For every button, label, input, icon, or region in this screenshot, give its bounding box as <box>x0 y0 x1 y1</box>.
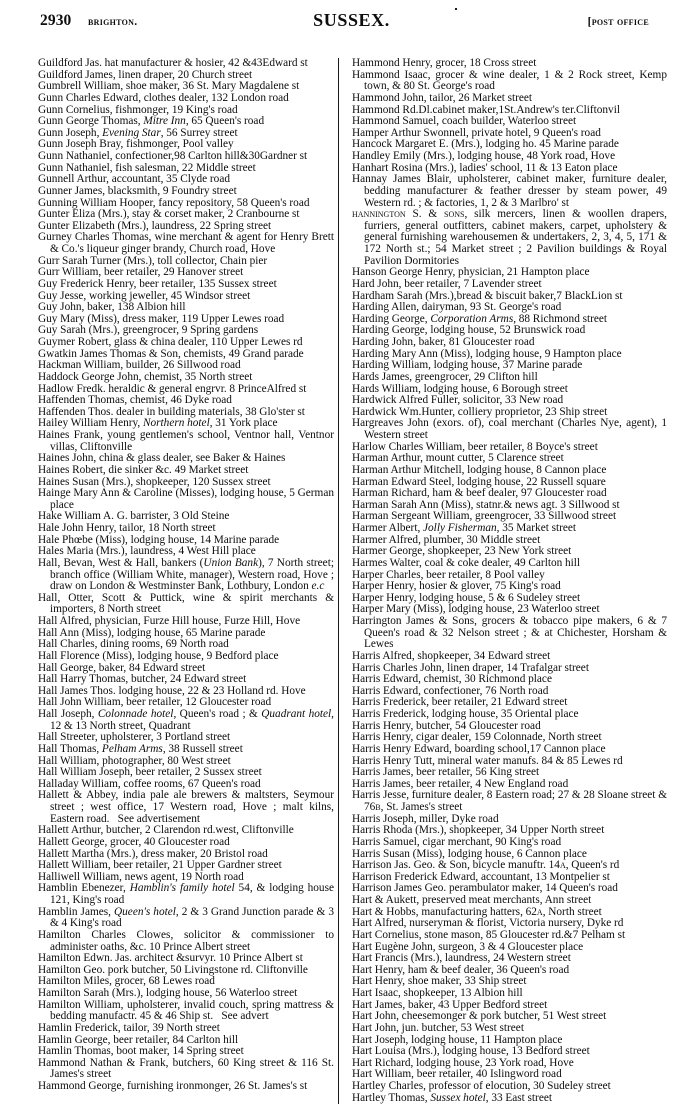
directory-entry: Gunn Nathaniel, fish salesman, 22 Middle street <box>38 161 256 174</box>
directory-entry: Haines John, china & glass dealer, see Baker & Haines <box>38 452 286 465</box>
directory-entry: Hart Francis (Mrs.), laundress, 24 Western street <box>352 952 571 965</box>
directory-entry: Harrington James & Sons, grocers & tobacco pipe makers, 6 & 7 Queen's road & 32 Nelson street ; & at Chichester, Horsham & Lewes <box>352 615 670 651</box>
directory-entry: Hammond Rd.Dl.cabinet maker,1St.Andrew's ter.Cliftonvil <box>352 103 620 116</box>
directory-entry: Hall, Bevan, West & Hall, bankers (Union Bank), 7 North street; branch office (William White, manager), Western road, Hove ; draw on London & Westminster Bank, Lothbury, London e.c <box>38 556 337 593</box>
directory-entry: Gunn Nathaniel, confectioner,98 Carlton hill&30Gardner st <box>38 150 308 162</box>
directory-entry: Haffenden Thomas, chemist, 46 Dyke road <box>38 394 232 407</box>
directory-entry: Hallett William, beer retailer, 21 Upper Gardner street <box>38 859 282 872</box>
directory-entry: Hallett & Abbey, india pale ale brewers & maltsters, Seymour street ; west office, 17 Western road, Hove ; malt kilns, Eastern road. See advertisement <box>38 789 337 825</box>
page-speck-artifact <box>455 8 457 10</box>
page-number: 2930 <box>40 12 72 29</box>
directory-entry: Hards William, lodging house, 6 Borough street <box>352 382 568 395</box>
directory-entry: Guy Frederick Henry, beer retailer, 135 Sussex street <box>38 277 277 290</box>
directory-entry: Gurney Charles Thomas, wine merchant & agent for Henry Brett & Co.'s liqueur ginger brandy, Church road, Hove <box>38 231 337 255</box>
directory-entry: Hall William Joseph, beer retailer, 2 Sussex street <box>38 766 262 779</box>
directory-entry: Harris Susan (Miss), lodging house, 6 Cannon place <box>352 847 587 860</box>
directory-entry: Harris Alfred, shopkeeper, 34 Edward street <box>352 649 551 662</box>
directory-entry: Harmer Albert, Jolly Fisherman, 35 Market street <box>352 522 577 534</box>
directory-entry: Guildford Jas. hat manufacturer & hosier, 42 &43Edward st <box>38 57 308 69</box>
directory-entry: Harris Frederick, beer retailer, 21 Edward street <box>352 696 568 709</box>
directory-entry: Hall, Otter, Scott & Puttick, wine & spirit merchants & importers, 8 North street <box>38 591 337 616</box>
directory-entry: Hart James, baker, 43 Upper Bedford street <box>352 998 548 1011</box>
directory-entry: Hallett George, grocer, 40 Gloucester road <box>38 835 230 848</box>
directory-entry: Harman Sarah Ann (Miss), statnr.& news agt. 3 Sillwood st <box>352 498 620 511</box>
directory-entry: Hammond John, tailor, 26 Market street <box>352 91 533 104</box>
directory-entry: Harper Mary (Miss), lodging house, 23 Waterloo street <box>352 603 600 616</box>
directory-entry: Gumbrell William, shoe maker, 36 St. Mary Magdalene st <box>38 80 300 93</box>
directory-entry: Gunn Charles Edward, clothes dealer, 132 London road <box>38 91 289 104</box>
directory-entry: Harrison Jas. Geo. & Son, bicycle manuftr. 14a, Queen's rd <box>352 859 620 872</box>
directory-entry: Hart Henry, ham & beef dealer, 36 Queen's road <box>352 963 570 976</box>
directory-entry: Harris Edward, chemist, 30 Richmond place <box>352 673 552 686</box>
directory-entry: Harris Henry, butcher, 54 Gloucester road <box>352 719 541 732</box>
directory-entry: Hammond Isaac, grocer & wine dealer, 1 & 2 Rock street, Kemp town, & 80 St. George's road <box>352 68 670 93</box>
directory-entry: Harman Sergeant William, greengrocer, 33 Sillwood street <box>352 510 617 523</box>
directory-entry: Hamblin Ebenezer, Hamblin's family hotel 54, & lodging house 121, King's road <box>38 882 337 906</box>
directory-entry: Harris Henry Tutt, mineral water manufs. 84 & 85 Lewes rd <box>352 754 623 767</box>
directory-entry: Harper Henry, lodging house, 5 & 6 Sudeley street <box>352 591 581 604</box>
directory-entry: Hale Phœbe (Miss), lodging house, 14 Marine parade <box>38 533 280 546</box>
directory-entry: Hannay James Blair, upholsterer, cabinet maker, furniture dealer, bedding manufacturer & feather dresser by steam power, 49 Western rd. ; & factories, 1, 2 & 3 Marlbro' st <box>352 173 670 209</box>
directory-entry: Harman Arthur Mitchell, lodging house, 8 Cannon place <box>352 463 607 476</box>
directory-entry: Hall Thomas, Pelham Arms, 38 Russell street <box>38 742 243 755</box>
directory-entry: Hammond George, furnishing ironmonger, 26 St. James's st <box>38 1080 308 1092</box>
directory-entry: Guy Sarah (Mrs.), greengrocer, 9 Spring gardens <box>38 324 259 337</box>
directory-entry: Harding George, lodging house, 52 Brunswick road <box>352 324 586 337</box>
directory-entry: Gunter Eliza (Mrs.), stay & corset maker, 2 Cranbourne st <box>38 208 300 221</box>
directory-entry: Halladay William, coffee rooms, 67 Queen's road <box>38 777 261 790</box>
directory-entry: Hamblin James, Queen's hotel, 2 & 3 Grand Junction parade & 3 & 4 King's road <box>38 905 337 930</box>
directory-entry: Harding William, lodging house, 37 Marine parade <box>352 359 583 372</box>
directory-entry: Hallett Martha (Mrs.), dress maker, 20 Bristol road <box>38 847 268 860</box>
directory-entry: Hall Harry Thomas, butcher, 24 Edward street <box>38 673 247 686</box>
running-head-county: SUSSEX. <box>313 10 390 30</box>
directory-entry: Gunn George Thomas, Mitre Inn, 65 Queen's road <box>38 115 265 128</box>
directory-entry: Gunn Joseph, Evening Star, 56 Surrey street <box>38 126 238 139</box>
directory-entry: Hartley Thomas, Sussex hotel, 33 East street <box>352 1091 552 1104</box>
directory-entry: Hammond Samuel, coach builder, Waterloo street <box>352 115 577 128</box>
directory-entry: Guy Jesse, working jeweller, 45 Windsor street <box>38 289 251 302</box>
directory-entry: Guildford James, linen draper, 20 Church street <box>38 68 253 81</box>
directory-entry: Harrison Frederick Edward, accountant, 13 Montpelier st <box>352 870 610 883</box>
directory-entry: Hale John Henry, tailor, 18 North street <box>38 522 216 534</box>
directory-entry: Hall Florence (Miss), lodging house, 9 Bedford place <box>38 649 279 662</box>
directory-entry: Hamilton Edwn. Jas. architect &survyr. 10 Prince Albert st <box>38 952 303 965</box>
directory-entry: Harlow Charles William, beer retailer, 8 Boyce's street <box>352 440 598 453</box>
directory-entry: Hardwick Wm.Hunter, colliery proprietor, 23 Ship street <box>352 405 608 418</box>
directory-entry: Guy Mary (Miss), dress maker, 119 Upper Lewes road <box>38 312 285 325</box>
directory-entry: Handley Emily (Mrs.), lodging house, 48 York road, Hove <box>352 150 616 162</box>
directory-entry: Gurr William, beer retailer, 29 Hanover street <box>38 266 244 279</box>
directory-entry: Harding Allen, dairyman, 93 St. George's road <box>352 301 562 314</box>
directory-entry: Harmes Walter, coal & coke dealer, 49 Carlton hill <box>352 556 581 569</box>
directory-entry: Gunn Cornelius, fishmonger, 19 King's road <box>38 103 238 116</box>
directory-entry: Haffenden Thos. dealer in building materials, 38 Glo'ster st <box>38 405 305 418</box>
directory-entry: Hamilton Sarah (Mrs.), lodging house, 56 Waterloo street <box>38 987 298 999</box>
directory-entry: Hanson George Henry, physician, 21 Hampton place <box>352 266 590 279</box>
running-head-place: brighton. <box>88 16 138 28</box>
directory-entry: Hart John, jun. butcher, 53 West street <box>352 1021 524 1034</box>
directory-entry: Hall Alfred, physician, Furze Hill house, Furze Hill, Hove <box>38 615 301 627</box>
directory-entry: Hardwick Alfred Fuller, solicitor, 33 New road <box>352 394 564 407</box>
directory-entry: Harding George, Corporation Arms, 88 Richmond street <box>352 312 608 325</box>
directory-entry: Hart William, beer retailer, 40 Islingword road <box>352 1068 562 1081</box>
directory-entry: Hargreaves John (exors. of), coal merchant (Charles Nye, agent), 1 Western street <box>352 417 670 441</box>
directory-entry: Guymer Robert, glass & china dealer, 110 Upper Lewes rd <box>38 336 303 348</box>
directory-entry: Harding John, baker, 81 Gloucester road <box>352 336 535 348</box>
directory-entry: Harris Samuel, cigar merchant, 90 King's road <box>352 835 562 848</box>
directory-entry: Harris Henry, cigar dealer, 159 Colonnade, North street <box>352 731 602 744</box>
directory-entry: Hart Eugène John, surgeon, 3 & 4 Gloucester place <box>352 940 584 953</box>
directory-entry: Hards James, greengrocer, 29 Clifton hill <box>352 370 538 383</box>
directory-entry: Harris Rhoda (Mrs.), shopkeeper, 34 Upper North street <box>352 824 605 837</box>
directory-entry: Hart & Aukett, preserved meat merchants, Ann street <box>352 894 592 906</box>
directory-entry: Hamlin Frederick, tailor, 39 North street <box>38 1021 220 1034</box>
directory-entry: Hamilton Charles Clowes, solicitor & commissioner to administer oaths, &c. 10 Prince Albert street <box>38 928 337 953</box>
directory-entry: Hartley Charles, professor of elocution, 30 Sudeley street <box>352 1080 611 1092</box>
directory-entry: Gunter Elizabeth (Mrs.), laundress, 22 Spring street <box>38 219 272 232</box>
directory-entry: Hart Henry, shoe maker, 33 Ship street <box>352 975 527 988</box>
directory-entry: Harper Henry, hosier & glover, 75 King's road <box>352 580 561 593</box>
directory-entry: Harris Charles John, linen draper, 14 Trafalgar street <box>352 661 589 674</box>
directory-entry: Hall William, photographer, 80 West street <box>38 754 231 767</box>
directory-entry: Hart John, cheesemonger & pork butcher, 51 West street <box>352 1010 607 1023</box>
directory-entry: Harris Henry Edward, boarding school,17 Cannon place <box>352 742 606 755</box>
directory-entry: Hamilton William, upholsterer, invalid couch, spring mattress & bedding manufactr. 45 & 46 Ship st. See advert <box>38 998 337 1023</box>
directory-entry: Hammond Henry, grocer, 18 Cross street <box>352 57 537 69</box>
directory-entry: Hailey William Henry, Northern hotel, 31 York place <box>38 417 278 430</box>
directory-entry: Hart Joseph, lodging house, 11 Hampton place <box>352 1033 563 1046</box>
directory-entry: Hall John William, beer retailer, 12 Gloucester road <box>38 696 272 709</box>
directory-entry: Harris James, beer retailer, 4 New England road <box>352 777 569 790</box>
directory-entry: Hallett Arthur, butcher, 2 Clarendon rd.west, Cliftonville <box>38 824 294 837</box>
directory-entry: Hard John, beer retailer, 7 Lavender street <box>352 277 542 290</box>
directory-entry: Hart Louisa (Mrs.), lodging house, 13 Bedford street <box>352 1045 590 1058</box>
directory-entry: Hall James Thos. lodging house, 22 & 23 Holland rd. Hove <box>38 684 306 697</box>
entry-list-right <box>352 57 670 1104</box>
directory-entry: Harmer George, shopkeeper, 23 New York street <box>352 545 572 558</box>
directory-entry: Hadlow Fredk. heraldic & general engrvr. 8 PrinceAlfred st <box>38 382 307 395</box>
directory-entry: Guy John, baker, 138 Albion hill <box>38 301 186 314</box>
directory-entry: Gunning William Hooper, fancy repository, 58 Queen's road <box>38 196 310 209</box>
directory-entry: Hackman William, builder, 26 Sillwood road <box>38 359 241 372</box>
directory-entry: Hancock Margaret E. (Mrs.), lodging ho. 45 Marine parade <box>352 138 619 151</box>
directory-entry: Hall Streeter, upholsterer, 3 Portland street <box>38 731 231 744</box>
directory-entry: Hart Isaac, shopkeeper, 13 Albion hill <box>352 987 523 999</box>
running-head <box>0 0 675 34</box>
entry-list-left <box>38 57 337 1093</box>
directory-entry: Harmer Alfred, plumber, 30 Middle street <box>352 533 541 546</box>
directory-entry: Haines Susan (Mrs.), shopkeeper, 120 Sussex street <box>38 475 271 488</box>
directory-entry: Harman Richard, ham & beef dealer, 97 Gloucester road <box>352 487 607 500</box>
directory-entry: Hamilton Miles, grocer, 68 Lewes road <box>38 975 215 988</box>
directory-entry: Haines Frank, young gentlemen's school, Ventnor hall, Ventnor villas, Cliftonville <box>38 429 337 453</box>
directory-entry: Hamilton Geo. pork butcher, 50 Livingstone rd. Cliftonville <box>38 963 308 976</box>
directory-entry: Gwatkin James Thomas & Son, chemists, 49 Grand parade <box>38 347 304 360</box>
directory-entry: Harris Frederick, lodging house, 35 Oriental place <box>352 708 579 720</box>
directory-entry: Hammond Nathan & Frank, butchers, 60 King street & 116 St. James's street <box>38 1056 337 1081</box>
directory-entry: Hall Ann (Miss), lodging house, 65 Marine parade <box>38 626 266 639</box>
directory-entry: Hart & Hobbs, manufacturing hatters, 62a, North street <box>352 905 602 918</box>
directory-entry: Hart Cornelius, stone mason, 85 Gloucester rd.&7 Pelham st <box>352 928 626 941</box>
directory-entry: Hall Charles, dining rooms, 69 North road <box>38 638 229 651</box>
directory-entry: Hainge Mary Ann & Caroline (Misses), lodging house, 5 German place <box>38 487 337 511</box>
directory-entry: Hamlin Thomas, boot maker, 14 Spring street <box>38 1045 244 1058</box>
directory-entry: Hamper Arthur Swonnell, private hotel, 9 Queen's road <box>352 126 601 139</box>
directory-entry: Hales Maria (Mrs.), laundress, 4 West Hill place <box>38 545 256 558</box>
directory-entry: Gunn Joseph Bray, fishmonger, Pool valley <box>38 138 234 151</box>
directory-entry: Harper Charles, beer retailer, 8 Pool valley <box>352 568 545 581</box>
directory-columns <box>0 58 675 1104</box>
directory-entry: Harman Arthur, mount cutter, 5 Clarence street <box>352 452 564 465</box>
directory-entry: Harman Edward Steel, lodging house, 22 Russell square <box>352 475 606 488</box>
directory-entry: Halliwell William, news agent, 19 North road <box>38 870 244 883</box>
directory-entry: Haines Robert, die sinker &c. 49 Market street <box>38 463 249 476</box>
directory-column-left <box>0 58 338 1104</box>
directory-column-right <box>338 58 675 1104</box>
directory-entry: Hart Alfred, nurseryman & florist, Victoria nursery, Dyke rd <box>352 917 624 930</box>
directory-entry: hannington S. & sons, silk mercers, linen & woollen drapers, furriers, general outfitters, cabinet makers, carpet, upholstery & general furnishing warehousemen & undertakers, 2, 3, 4, 5, 171 & 172 North st.; 54 Market street ; 2 Pavilion buildings & Royal Pavilion Dormitories <box>352 208 670 267</box>
directory-entry: Hart Richard, lodging house, 23 York road, Hove <box>352 1056 574 1069</box>
directory-entry: Harrison James Geo. perambulator maker, 14 Queen's road <box>352 882 618 895</box>
directory-entry: Gurr Sarah Turner (Mrs.), toll collector, Chain pier <box>38 254 268 267</box>
directory-entry: Hake William A. G. barrister, 3 Old Steine <box>38 510 230 523</box>
directory-entry: Hanhart Rosina (Mrs.), ladies' school, 11 & 13 Eaton place <box>352 161 618 174</box>
directory-entry: Hardham Sarah (Mrs.),bread & biscuit baker,7 BlackLion st <box>352 289 623 302</box>
running-head-section: [post office <box>587 16 649 28</box>
directory-entry: Hamlin George, beer retailer, 84 Carlton hill <box>38 1033 239 1046</box>
directory-entry: Harris Edward, confectioner, 76 North road <box>352 684 549 697</box>
directory-entry: Gunner James, blacksmith, 9 Foundry street <box>38 184 237 197</box>
directory-entry: Hall George, baker, 84 Edward street <box>38 661 206 674</box>
directory-entry: Harding Mary Ann (Miss), lodging house, 9 Hampton place <box>352 347 622 360</box>
directory-entry: Harris James, beer retailer, 56 King street <box>352 766 540 779</box>
directory-entry: Haddock George John, chemist, 35 North street <box>38 370 253 383</box>
directory-entry: Gunnell Arthur, accountant, 35 Clyde road <box>38 173 230 186</box>
directory-entry: Hall Joseph, Colonnade hotel, Queen's road ; & Quadrant hotel, 12 & 13 North street, Quadrant <box>38 708 337 732</box>
directory-entry: Harris Jesse, furniture dealer, 8 Eastern road; 27 & 28 Sloane street & 76b, St. James's street <box>352 789 670 813</box>
directory-entry: Harris Joseph, miller, Dyke road <box>352 812 499 825</box>
